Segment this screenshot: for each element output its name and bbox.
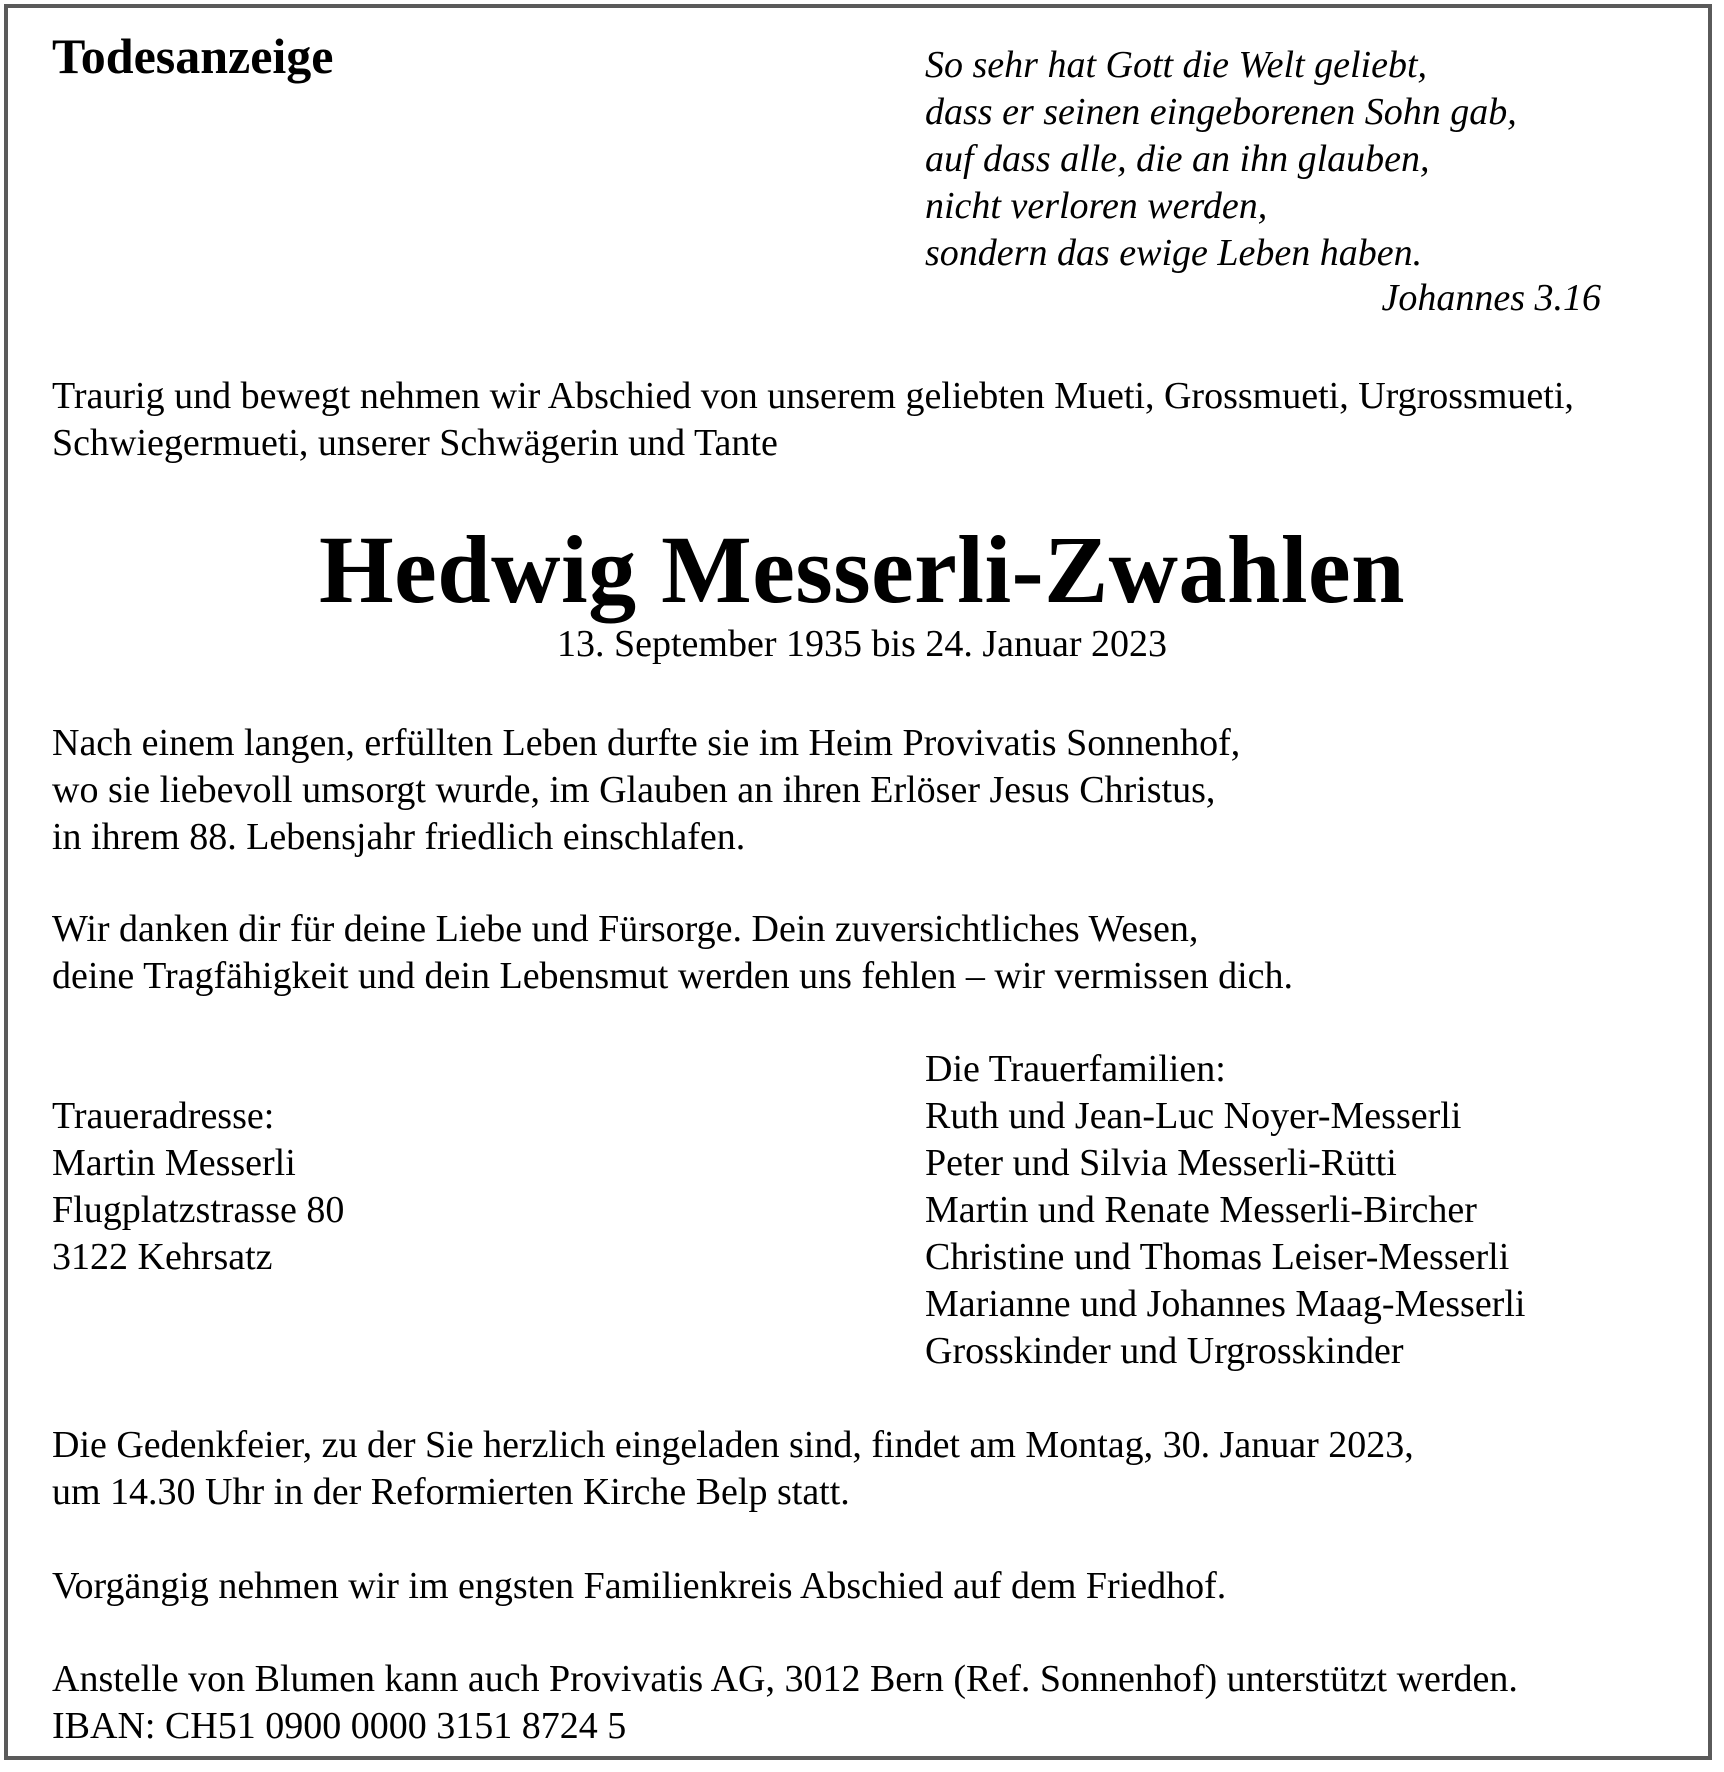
- family-entry: Christine und Thomas Leiser-Messerli: [925, 1236, 1510, 1278]
- address-heading: Traueradresse:: [52, 1095, 275, 1137]
- family-entry: Martin und Renate Messerli-Bircher: [925, 1189, 1477, 1231]
- mourning-families: [925, 1046, 1525, 1375]
- verse-line: sondern das ewige Leben haben.: [925, 232, 1423, 274]
- address-line: Flugplatzstrasse 80: [52, 1189, 345, 1231]
- family-entry: Marianne und Johannes Maag-Messerli: [925, 1283, 1526, 1325]
- ceremony-line: Die Gedenkfeier, zu der Sie herzlich eingeladen sind, findet am Montag, 30. Januar 2023,: [52, 1424, 1414, 1466]
- bible-verse: [925, 42, 1605, 322]
- intro-line: Schwiegermueti, unserer Schwägerin und Tante: [52, 422, 778, 464]
- family-entry: Grosskinder und Urgrosskinder: [925, 1330, 1404, 1372]
- farewell-line: Vorgängig nehmen wir im engsten Familienkreis Abschied auf dem Friedhof.: [52, 1565, 1227, 1607]
- family-entry: Ruth und Jean-Luc Noyer-Messerli: [925, 1095, 1462, 1137]
- families-heading: Die Trauerfamilien:: [925, 1048, 1226, 1090]
- thanks-line: deine Tragfähigkeit und dein Lebensmut werden uns fehlen – wir vermissen dich.: [52, 955, 1294, 997]
- intro-line: Traurig und bewegt nehmen wir Abschied von unserem geliebten Mueti, Grossmueti, Urgrossmueti,: [52, 375, 1574, 417]
- verse-line: nicht verloren werden,: [925, 185, 1268, 227]
- ceremony-paragraph: [52, 1422, 1414, 1516]
- deceased-name: Hedwig Messerli-Zwahlen: [318, 516, 1406, 623]
- thanks-paragraph: [52, 906, 1293, 1000]
- passing-line: in ihrem 88. Lebensjahr friedlich einschlafen.: [52, 816, 746, 858]
- verse-line: dass er seinen eingeborenen Sohn gab,: [925, 91, 1517, 133]
- passing-paragraph: [52, 720, 1240, 861]
- mourning-address: [52, 1093, 344, 1281]
- passing-line: wo sie liebevoll umsorgt wurde, im Glauben an ihren Erlöser Jesus Christus,: [52, 769, 1216, 811]
- iban-line: IBAN: CH51 0900 0000 3151 8724 5: [52, 1705, 627, 1747]
- verse-line: So sehr hat Gott die Welt geliebt,: [925, 44, 1428, 86]
- intro-paragraph: [52, 373, 1574, 467]
- passing-line: Nach einem langen, erfüllten Leben durfte sie im Heim Provivatis Sonnenhof,: [52, 722, 1241, 764]
- address-line: Martin Messerli: [52, 1142, 296, 1184]
- private-farewell-paragraph: [52, 1563, 1226, 1610]
- family-entry: Peter und Silvia Messerli-Rütti: [925, 1142, 1397, 1184]
- verse-reference: Johannes 3.16: [1381, 277, 1601, 319]
- donation-line: Anstelle von Blumen kann auch Provivatis AG, 3012 Bern (Ref. Sonnenhof) unterstützt werden.: [52, 1658, 1518, 1700]
- verse-line: auf dass alle, die an ihn glauben,: [925, 138, 1430, 180]
- ceremony-line: um 14.30 Uhr in der Reformierten Kirche Belp statt.: [52, 1471, 850, 1513]
- donation-paragraph: [52, 1656, 1518, 1750]
- address-line: 3122 Kehrsatz: [52, 1236, 273, 1278]
- thanks-line: Wir danken dir für deine Liebe und Fürsorge. Dein zuversichtliches Wesen,: [52, 908, 1199, 950]
- life-dates: 13. September 1935 bis 24. Januar 2023: [556, 623, 1168, 665]
- notice-title: Todesanzeige: [52, 28, 334, 84]
